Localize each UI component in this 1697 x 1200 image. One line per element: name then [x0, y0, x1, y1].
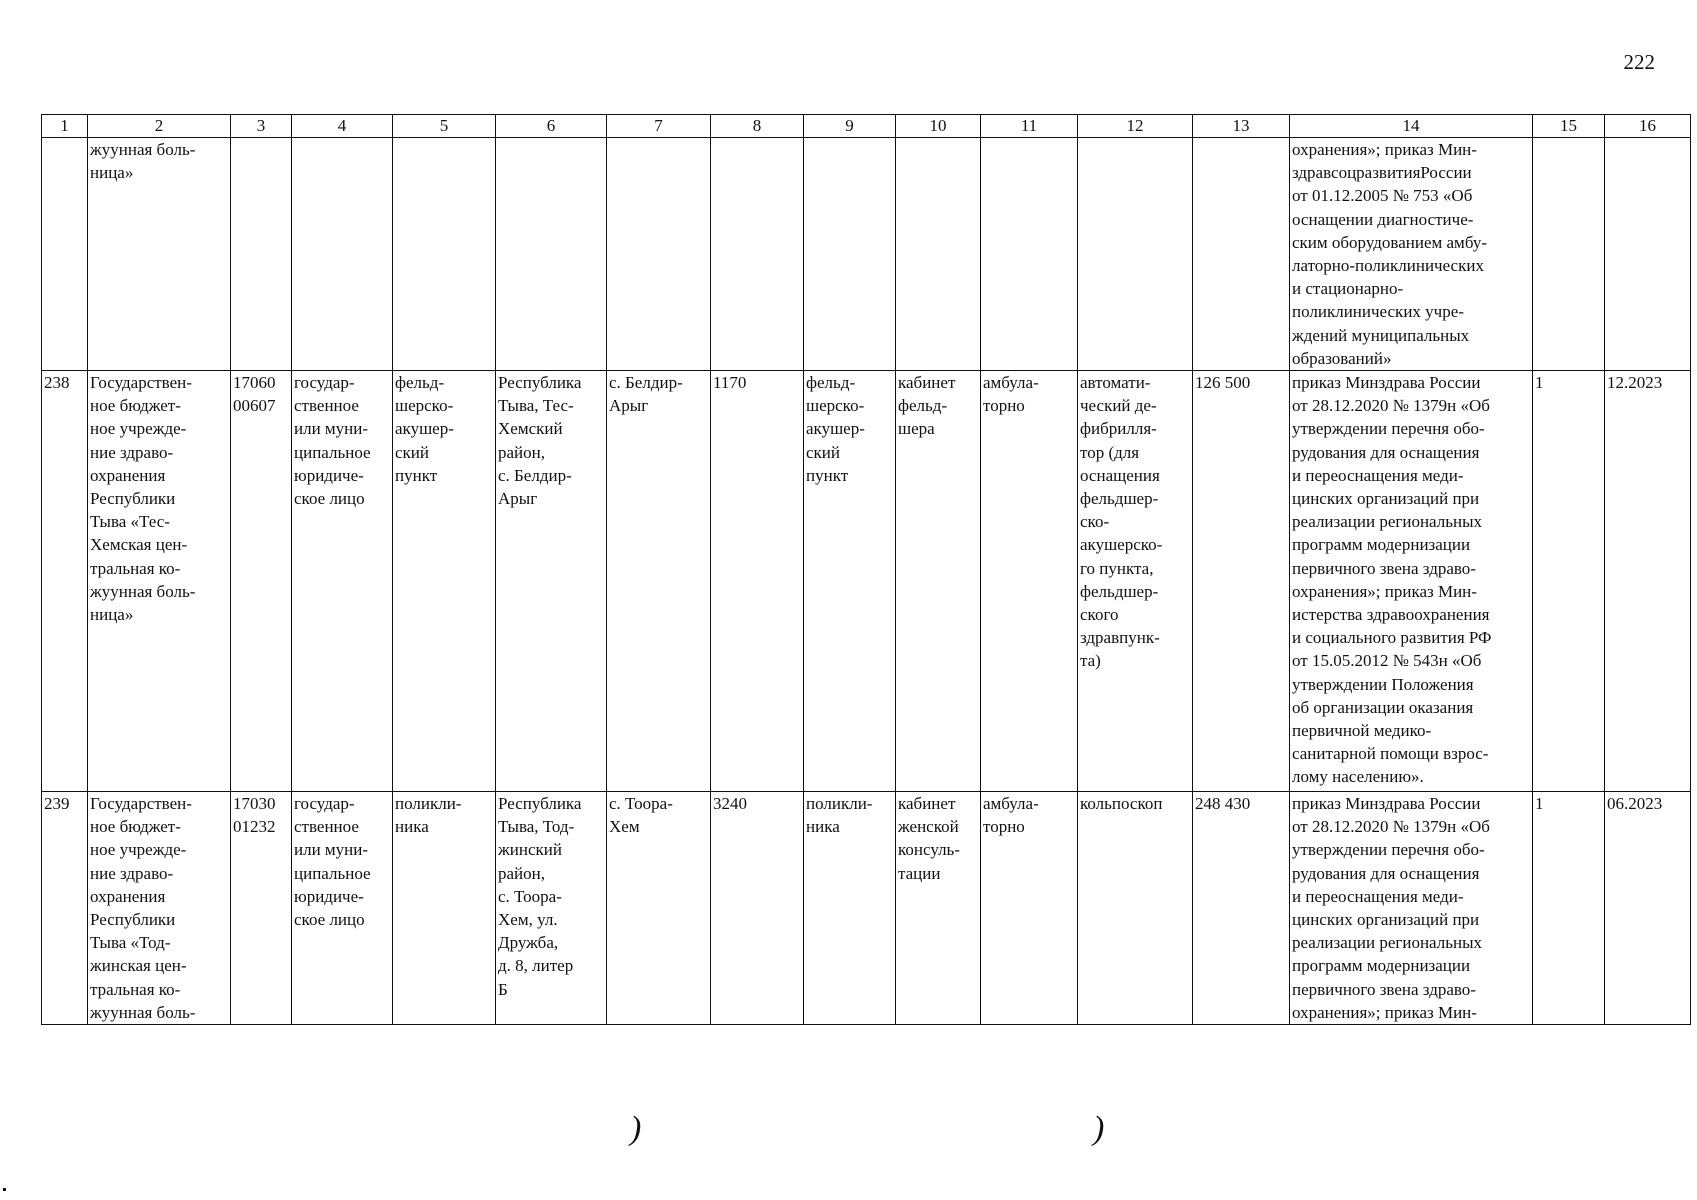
column-header: 11: [981, 115, 1078, 138]
table-row: [42, 371, 1691, 792]
column-header: 13: [1193, 115, 1290, 138]
care-form: амбула- торно: [981, 371, 1078, 792]
date: [1605, 138, 1691, 371]
address: Республика Тыва, Тод- жинский район, с. Тоора- Хем, ул. Дружба, д. 8, литер Б: [496, 792, 607, 1025]
equipment: автомати- ческий де- фибрилля- тор (для оснащения фельдшер- ско- акушерско- го пункта, фельдшер- ского здравпунк- та): [1078, 371, 1193, 792]
cost: 126 500: [1193, 371, 1290, 792]
institution-name: жуунная боль- ница»: [88, 138, 231, 371]
column-header: 14: [1290, 115, 1533, 138]
population: [711, 138, 804, 371]
institution-code: 17030 01232: [231, 792, 292, 1025]
page-number: 222: [1623, 50, 1655, 74]
unit-type: [393, 138, 496, 371]
address: Республика Тыва, Тес- Хемский район, с. Белдир- Арыг: [496, 371, 607, 792]
institution-code: [231, 138, 292, 371]
quantity: 1: [1533, 792, 1605, 1025]
register-table: [41, 114, 1691, 1025]
population: 3240: [711, 792, 804, 1025]
legal-basis: охранения»; приказ Мин- здравсоцразвитияРоссии от 01.12.2005 № 753 «Об оснащении диагностиче- ским оборудованием амбу- латорно-поликлинических и стационарно- поликлинических учре- ждений муниципальных образований»: [1290, 138, 1533, 371]
table-row: [42, 138, 1691, 371]
institution-name: Государствен- ное бюджет- ное учрежде- ние здраво- охранения Республики Тыва «Тес- Хемская цен- тральная ко- жуунная боль- ница»: [88, 371, 231, 792]
column-header: 1: [42, 115, 88, 138]
cabinet: [896, 138, 981, 371]
care-form: [981, 138, 1078, 371]
date: 12.2023: [1605, 371, 1691, 792]
settlement: с. Белдир- Арыг: [607, 371, 711, 792]
legal-form: [292, 138, 393, 371]
column-header: 9: [804, 115, 896, 138]
column-header: 5: [393, 115, 496, 138]
header-row: [42, 115, 1691, 138]
legal-form: государ- ственное или муни- ципальное юридиче- ское лицо: [292, 371, 393, 792]
institution-name: Государствен- ное бюджет- ное учрежде- ние здраво- охранения Республики Тыва «Тод- жинская цен- тральная ко- жуунная боль-: [88, 792, 231, 1025]
column-header: 10: [896, 115, 981, 138]
row-number: 239: [42, 792, 88, 1025]
row-number: 238: [42, 371, 88, 792]
unit-subtype: поликли- ника: [804, 792, 896, 1025]
cost: 248 430: [1193, 792, 1290, 1025]
column-header: 12: [1078, 115, 1193, 138]
handwritten-mark: ): [630, 1110, 642, 1147]
address: [496, 138, 607, 371]
unit-type: фельд- шерско- акушер- ский пункт: [393, 371, 496, 792]
cost: [1193, 138, 1290, 371]
cabinet: кабинет женской консуль- тации: [896, 792, 981, 1025]
unit-subtype: фельд- шерско- акушер- ский пункт: [804, 371, 896, 792]
column-header: 15: [1533, 115, 1605, 138]
column-header: 4: [292, 115, 393, 138]
population: 1170: [711, 371, 804, 792]
column-header: 7: [607, 115, 711, 138]
quantity: 1: [1533, 371, 1605, 792]
date: 06.2023: [1605, 792, 1691, 1025]
equipment: кольпоскоп: [1078, 792, 1193, 1025]
unit-type: поликли- ника: [393, 792, 496, 1025]
column-header: 8: [711, 115, 804, 138]
legal-basis: приказ Минздрава России от 28.12.2020 № 1379н «Об утверждении перечня обо- рудования для оснащения и переоснащения меди- цинских организаций при реализации региональных программ модернизации первичного звена здраво- охранения»; приказ Мин-: [1290, 792, 1533, 1025]
care-form: амбула- торно: [981, 792, 1078, 1025]
institution-code: 17060 00607: [231, 371, 292, 792]
unit-subtype: [804, 138, 896, 371]
quantity: [1533, 138, 1605, 371]
table-row: [42, 792, 1691, 1025]
cabinet: кабинет фельд- шера: [896, 371, 981, 792]
column-header: 16: [1605, 115, 1691, 138]
settlement: с. Тоора- Хем: [607, 792, 711, 1025]
column-header: 3: [231, 115, 292, 138]
legal-basis: приказ Минздрава России от 28.12.2020 № 1379н «Об утверждении перечня обо- рудования для оснащения и переоснащения меди- цинских организаций при реализации региональных программ модернизации первичного звена здраво- охранения»; приказ Мин- истерства здравоохранения и социального развития РФ от 15.05.2012 № 543н «Об утверждении Положения об организации оказания первичной медико- санитарной помощи взрос- лому населению».: [1290, 371, 1533, 792]
settlement: [607, 138, 711, 371]
handwritten-mark: ): [1093, 1110, 1105, 1147]
equipment: [1078, 138, 1193, 371]
legal-form: государ- ственное или муни- ципальное юридиче- ское лицо: [292, 792, 393, 1025]
row-number: [42, 138, 88, 371]
scan-speck: [3, 1188, 6, 1191]
column-header: 6: [496, 115, 607, 138]
column-header: 2: [88, 115, 231, 138]
